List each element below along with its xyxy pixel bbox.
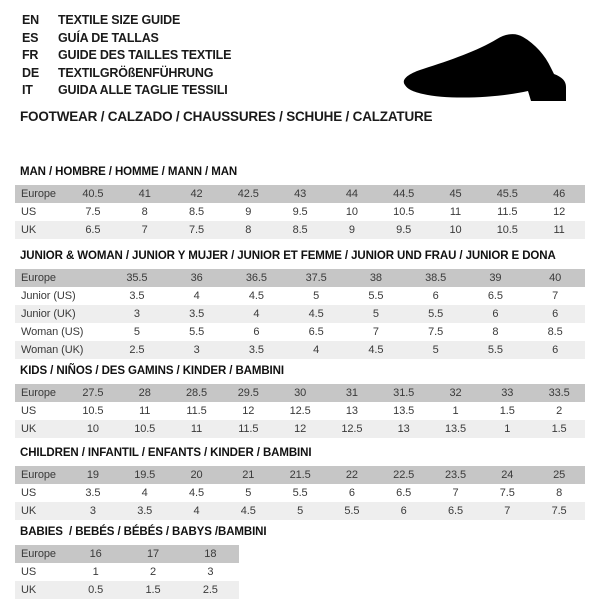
language-row — [22, 30, 231, 48]
row-label-cell: Europe — [21, 548, 56, 560]
size-table-title: KIDS / NIÑOS / DES GAMINS / KINDER / BAMBINI — [20, 365, 284, 377]
size-value-cell: 22.5 — [393, 469, 415, 481]
size-value-cell: 5.5 — [368, 290, 384, 302]
size-value-cell: 4 — [193, 290, 200, 302]
size-value-cell: 8 — [245, 224, 252, 236]
size-table — [15, 545, 239, 599]
size-value-cell: 38 — [369, 272, 382, 284]
size-table-row — [15, 203, 585, 221]
size-value-cell: 4.5 — [248, 290, 264, 302]
size-value-cell: 4 — [253, 308, 260, 320]
size-value-cell: 33.5 — [548, 387, 570, 399]
size-value-cell: 3.5 — [248, 344, 264, 356]
size-value-cell: 40 — [549, 272, 562, 284]
row-label-cell: Europe — [21, 469, 56, 481]
size-value-cell: 3 — [193, 344, 200, 356]
size-value-cell: 7 — [452, 487, 459, 499]
size-table-header-row — [15, 545, 239, 563]
size-table-title: BABIES / BEBÉS / BÉBÉS / BABYS /BAMBINI — [20, 526, 267, 538]
row-label-cell: UK — [21, 584, 37, 596]
language-row — [22, 12, 231, 30]
size-value-cell: 4.5 — [308, 308, 324, 320]
size-value-cell: 3 — [207, 566, 214, 578]
size-table-section-children — [15, 447, 585, 520]
language-code: FR — [22, 48, 39, 62]
size-table-section-babies — [15, 526, 585, 599]
size-value-cell: 13.5 — [444, 423, 466, 435]
size-table-row — [15, 402, 585, 420]
size-value-cell: 28.5 — [185, 387, 207, 399]
size-value-cell: 6.5 — [447, 505, 463, 517]
language-code: EN — [22, 13, 39, 27]
size-table-row — [15, 484, 585, 502]
size-value-cell: 6.5 — [85, 224, 101, 236]
language-label: GUIDE DES TAILLES TEXTILE — [58, 48, 232, 62]
size-value-cell: 20 — [190, 469, 203, 481]
size-value-cell: 7.5 — [551, 505, 567, 517]
row-label-cell: Europe — [21, 188, 56, 200]
language-label: GUÍA DE TALLAS — [58, 30, 159, 45]
size-value-cell: 11.5 — [186, 405, 207, 417]
size-table-title: JUNIOR & WOMAN / JUNIOR Y MUJER / JUNIOR ET FEMME / JUNIOR UND FRAU / JUNIOR E DONA — [20, 250, 556, 262]
size-value-cell: 36.5 — [245, 272, 267, 284]
size-value-cell: 10 — [86, 423, 99, 435]
size-value-cell: 4.5 — [240, 505, 256, 517]
size-value-cell: 5.5 — [487, 344, 503, 356]
size-value-cell: 43 — [294, 188, 307, 200]
size-value-cell: 21.5 — [289, 469, 311, 481]
size-value-cell: 45.5 — [496, 188, 518, 200]
size-value-cell: 18 — [204, 548, 217, 560]
size-value-cell: 7.5 — [428, 326, 444, 338]
size-value-cell: 6 — [348, 487, 355, 499]
size-table-header-row — [15, 466, 585, 484]
size-value-cell: 2.5 — [129, 344, 145, 356]
size-value-cell: 13 — [345, 405, 358, 417]
size-value-cell: 6.5 — [487, 290, 503, 302]
size-value-cell: 6 — [432, 290, 439, 302]
size-table-row — [15, 287, 585, 305]
size-value-cell: 24 — [501, 469, 514, 481]
size-value-cell: 13.5 — [393, 405, 415, 417]
size-value-cell: 42 — [190, 188, 203, 200]
size-table-section-man — [15, 166, 585, 239]
size-value-cell: 10 — [345, 206, 358, 218]
size-value-cell: 1 — [92, 566, 99, 578]
row-label-cell: Woman (UK) — [21, 344, 84, 356]
size-table-title: MAN / HOMBRE / HOMME / MANN / MAN — [20, 166, 238, 178]
size-value-cell: 35.5 — [126, 272, 148, 284]
size-value-cell: 2 — [149, 566, 156, 578]
size-value-cell: 44 — [345, 188, 358, 200]
size-value-cell: 0.5 — [88, 584, 104, 596]
language-legend — [22, 12, 231, 100]
size-value-cell: 31 — [345, 387, 358, 399]
size-value-cell: 8 — [492, 326, 499, 338]
size-table-row — [15, 420, 585, 438]
size-value-cell: 1.5 — [145, 584, 161, 596]
size-table — [15, 384, 585, 438]
size-value-cell: 17 — [146, 548, 160, 560]
size-value-cell: 7 — [372, 326, 379, 338]
size-value-cell: 3.5 — [137, 505, 153, 517]
size-value-cell: 5.5 — [428, 308, 444, 320]
size-table-row — [15, 502, 585, 520]
size-value-cell: 9 — [245, 206, 252, 218]
size-value-cell: 32 — [449, 387, 462, 399]
size-table-row — [15, 221, 585, 239]
size-value-cell: 4 — [313, 344, 320, 356]
size-value-cell: 23.5 — [444, 469, 466, 481]
language-code: DE — [22, 65, 39, 80]
size-value-cell: 12.5 — [341, 423, 363, 435]
size-value-cell: 5 — [372, 308, 379, 320]
size-value-cell: 33 — [501, 387, 514, 399]
size-value-cell: 3.5 — [189, 308, 205, 320]
size-value-cell: 8.5 — [188, 206, 204, 218]
size-table — [15, 466, 585, 520]
row-label-cell: Junior (US) — [21, 290, 76, 302]
size-value-cell: 6 — [400, 505, 407, 517]
size-value-cell: 6.5 — [396, 487, 412, 499]
size-value-cell: 7.5 — [499, 487, 515, 499]
language-label: TEXTILE SIZE GUIDE — [58, 13, 181, 27]
row-label-cell: US — [21, 405, 37, 417]
row-label-cell: US — [21, 206, 37, 218]
category-header: FOOTWEAR / CALZADO / CHAUSSURES / SCHUHE / CALZATURE — [20, 109, 433, 124]
size-value-cell: 39 — [489, 272, 502, 284]
size-value-cell: 7 — [141, 224, 148, 236]
size-value-cell: 41 — [138, 188, 151, 200]
size-table-title: CHILDREN / INFANTIL / ENFANTS / KINDER / BAMBINI — [20, 447, 312, 459]
size-value-cell: 10.5 — [82, 405, 104, 417]
size-value-cell: 13 — [397, 423, 410, 435]
row-label-cell: Junior (UK) — [21, 308, 76, 320]
size-value-cell: 4.5 — [188, 487, 204, 499]
row-label-cell: Europe — [21, 387, 56, 399]
size-table-header-row — [15, 384, 585, 402]
language-label: TEXTILGRÖßENFÜHRUNG — [58, 65, 214, 80]
row-label-cell: US — [21, 487, 37, 499]
size-table-row — [15, 341, 585, 359]
size-table-row — [15, 581, 239, 599]
size-value-cell: 36 — [190, 272, 203, 284]
size-value-cell: 1 — [504, 423, 511, 435]
size-value-cell: 11 — [553, 224, 565, 236]
size-value-cell: 9.5 — [292, 206, 308, 218]
size-value-cell: 16 — [89, 548, 102, 560]
size-table-section-junior-woman — [15, 250, 585, 359]
size-value-cell: 44.5 — [393, 188, 415, 200]
size-table-row — [15, 563, 239, 581]
size-value-cell: 5 — [313, 290, 320, 302]
size-value-cell: 4 — [193, 505, 200, 517]
size-value-cell: 19.5 — [134, 469, 156, 481]
size-value-cell: 2 — [556, 405, 563, 417]
size-value-cell: 12 — [553, 206, 566, 218]
size-value-cell: 46 — [553, 188, 566, 200]
row-label-cell: Woman (US) — [21, 326, 84, 338]
size-value-cell: 3 — [133, 308, 140, 320]
size-value-cell: 5.5 — [292, 487, 308, 499]
size-value-cell: 7.5 — [85, 206, 101, 218]
size-table — [15, 185, 585, 239]
size-table-row — [15, 305, 585, 323]
language-row — [22, 47, 231, 65]
language-label: GUIDA ALLE TAGLIE TESSILI — [58, 83, 228, 97]
size-table-row — [15, 323, 585, 341]
language-code: IT — [22, 83, 33, 97]
size-value-cell: 37.5 — [305, 272, 327, 284]
size-value-cell: 12.5 — [289, 405, 311, 417]
language-row — [22, 65, 231, 83]
size-value-cell: 7 — [504, 505, 511, 517]
size-value-cell: 31.5 — [393, 387, 415, 399]
size-value-cell: 1 — [452, 405, 459, 417]
row-label-cell: UK — [21, 423, 37, 435]
size-value-cell: 27.5 — [82, 387, 104, 399]
row-label-cell: Europe — [21, 272, 56, 284]
size-value-cell: 1.5 — [499, 405, 515, 417]
size-value-cell: 7.5 — [188, 224, 204, 236]
size-value-cell: 42.5 — [237, 188, 259, 200]
size-value-cell: 3.5 — [85, 487, 101, 499]
size-value-cell: 22 — [345, 469, 358, 481]
size-value-cell: 25 — [553, 469, 566, 481]
size-value-cell: 10.5 — [393, 206, 415, 218]
size-value-cell: 10 — [449, 224, 462, 236]
size-value-cell: 21 — [242, 469, 255, 481]
size-value-cell: 8 — [141, 206, 148, 218]
size-table-header-row — [15, 185, 585, 203]
size-value-cell: 10.5 — [134, 423, 156, 435]
size-value-cell: 11 — [190, 423, 203, 435]
size-value-cell: 40.5 — [82, 188, 104, 200]
size-value-cell: 3.5 — [129, 290, 145, 302]
size-value-cell: 2.5 — [202, 584, 218, 596]
size-value-cell: 8.5 — [547, 326, 563, 338]
language-code: ES — [22, 30, 39, 45]
size-value-cell: 11 — [139, 405, 151, 417]
size-value-cell: 5.5 — [344, 505, 360, 517]
shoe-icon — [399, 33, 571, 105]
size-value-cell: 6 — [552, 344, 559, 356]
size-value-cell: 9 — [348, 224, 355, 236]
size-value-cell: 11.5 — [497, 206, 518, 218]
size-value-cell: 6 — [492, 308, 499, 320]
size-value-cell: 12 — [294, 423, 307, 435]
size-value-cell: 8.5 — [292, 224, 308, 236]
size-value-cell: 30 — [294, 387, 307, 399]
size-value-cell: 5 — [133, 326, 140, 338]
size-value-cell: 10.5 — [496, 224, 518, 236]
size-table — [15, 269, 585, 359]
size-value-cell: 19 — [86, 469, 99, 481]
size-table-section-kids — [15, 365, 585, 438]
size-value-cell: 3 — [89, 505, 96, 517]
size-value-cell: 11 — [449, 206, 462, 218]
size-value-cell: 5 — [432, 344, 439, 356]
size-value-cell: 45 — [449, 188, 462, 200]
row-label-cell: UK — [21, 505, 37, 517]
row-label-cell: UK — [21, 224, 37, 236]
size-table-header-row — [15, 269, 585, 287]
size-value-cell: 11.5 — [238, 423, 259, 435]
size-value-cell: 6 — [552, 308, 559, 320]
size-value-cell: 6.5 — [308, 326, 324, 338]
language-row — [22, 82, 231, 100]
size-value-cell: 7 — [552, 290, 559, 302]
size-value-cell: 5.5 — [189, 326, 205, 338]
size-value-cell: 29.5 — [237, 387, 259, 399]
size-value-cell: 38.5 — [425, 272, 447, 284]
row-label-cell: US — [21, 566, 37, 578]
size-value-cell: 4 — [141, 487, 148, 499]
size-value-cell: 5 — [297, 505, 304, 517]
size-value-cell: 6 — [253, 326, 260, 338]
size-value-cell: 1.5 — [551, 423, 567, 435]
size-value-cell: 12 — [242, 405, 255, 417]
size-value-cell: 28 — [138, 387, 151, 399]
size-value-cell: 8 — [556, 487, 563, 499]
size-value-cell: 9.5 — [396, 224, 412, 236]
size-value-cell: 5 — [245, 487, 252, 499]
size-value-cell: 4.5 — [368, 344, 384, 356]
